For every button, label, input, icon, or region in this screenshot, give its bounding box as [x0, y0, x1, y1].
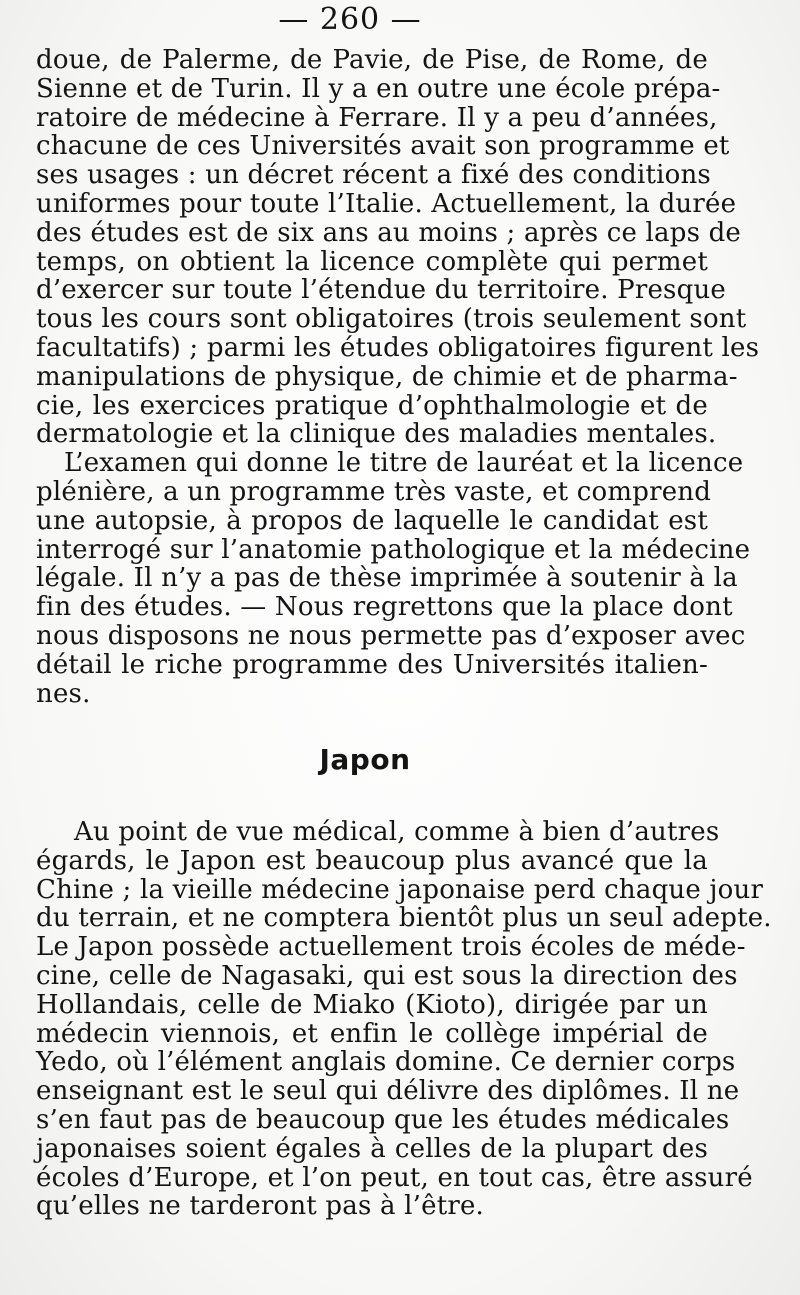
- text-line: Yedo, où l’élément anglais domine. Ce dernier corps: [36, 1047, 736, 1078]
- text-line: détail le riche programme des Universités italien-: [36, 649, 708, 680]
- text-line: Au point de vue médical, comme à bien d’autres: [74, 817, 720, 847]
- text-line: dermatologie et la clinique des maladies mentales.: [36, 419, 717, 450]
- text-line: japonaises soient égales à celles de la plupart des: [36, 1133, 708, 1164]
- text-line: s’en faut pas de beaucoup que les études médicales: [36, 1104, 730, 1135]
- text-line: une autopsie, à propos de laquelle le candidat est: [36, 505, 708, 536]
- text-line: fin des études. — Nous regrettons que la place dont: [36, 592, 733, 623]
- text-line: plénière, a un programme très vaste, et comprend: [36, 476, 712, 507]
- text-line: légale. Il n’y a pas de thèse imprimée à soutenir à la: [36, 563, 738, 594]
- text-line: interrogé sur l’anatomie pathologique et la médecine: [36, 534, 751, 565]
- paragraph-japan-medicine: [36, 817, 772, 1222]
- text-line: du terrain, et ne comptera bientôt plus un seul adepte.: [36, 903, 772, 934]
- text-line: enseignant est le seul qui délivre des diplômes. Il ne: [36, 1076, 740, 1107]
- text-line: nous disposons ne nous permette pas d’exposer avec: [36, 620, 746, 651]
- text-line: Hollandais, celle de Miako (Kioto), dirigée par un: [36, 989, 708, 1020]
- text-line: d’exercer sur toute l’étendue du territoire. Presque: [36, 275, 726, 306]
- text-line: tous les cours sont obligatoires (trois seulement sont: [36, 304, 747, 335]
- text-line: médecin viennois, et enfin le collège impérial de: [36, 1018, 708, 1049]
- text-line: ses usages : un décret récent a fixé des conditions: [36, 160, 711, 191]
- japan-section-text: [36, 817, 772, 1222]
- text-line: cie, les exercices pratique d’ophthalmologie et de: [36, 390, 708, 421]
- text-line: nes.: [36, 678, 91, 709]
- text-line: manipulations de physique, de chimie et de pharma-: [36, 361, 738, 392]
- text-line: chacune de ces Universités avait son programme et: [36, 131, 730, 162]
- text-line: qu’elles ne tarderont pas à l’être.: [36, 1191, 485, 1222]
- text-line: des études est de six ans au moins ; après ce laps de: [36, 217, 742, 248]
- section-heading-japon: Japon: [319, 743, 411, 776]
- paragraph-italy-universities: [36, 45, 760, 450]
- text-line: égards, le Japon est beaucoup plus avancé que la: [36, 845, 708, 876]
- page-number: — 260 —: [278, 2, 422, 37]
- text-line: Le Japon possède actuellement trois écoles de méde-: [36, 932, 746, 963]
- text-line: doue, de Palerme, de Pavie, de Pise, de Rome, de: [36, 45, 708, 75]
- text-line: facultatifs) ; parmi les études obligatoires figurent les: [36, 332, 760, 363]
- text-line: uniformes pour toute l’Italie. Actuellement, la durée: [36, 188, 737, 219]
- paragraph-italy-examination: [36, 448, 751, 709]
- text-line: temps, on obtient la licence complète qui permet: [36, 246, 708, 277]
- text-line: cine, celle de Nagasaki, qui est sous la direction des: [36, 960, 738, 991]
- text-line: Sienne et de Turin. Il y a en outre une école prépa-: [36, 73, 721, 104]
- text-line: Chine ; la vieille médecine japonaise perd chaque jour: [36, 874, 764, 905]
- text-line: écoles d’Europe, et l’on peut, en tout cas, être assuré: [36, 1162, 753, 1193]
- text-line: ratoire de médecine à Ferrare. Il y a peu d’années,: [36, 102, 718, 133]
- text-line: L’examen qui donne le titre de lauréat et la licence: [64, 448, 744, 479]
- italy-section-text: [36, 45, 760, 709]
